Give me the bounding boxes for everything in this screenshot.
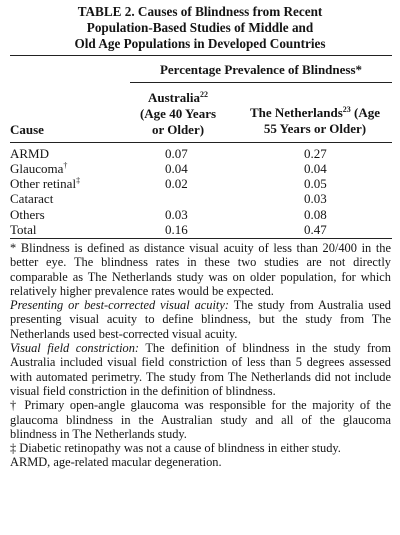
header-rule xyxy=(10,142,392,143)
cell-australia: 0.02 xyxy=(165,176,188,191)
cell-australia: 0.04 xyxy=(165,161,188,176)
table-footnotes xyxy=(10,241,391,470)
bottom-rule xyxy=(10,238,392,239)
footnote-armd: ARMD, age-related macular degeneration. xyxy=(10,455,222,470)
column-header-cause: Cause xyxy=(10,122,44,137)
netherlands-sub: 55 Years or Older) xyxy=(263,121,367,136)
netherlands-label: The Netherlands xyxy=(249,105,343,120)
spanning-header-rule xyxy=(130,82,392,83)
netherlands-label-age: (Age xyxy=(350,105,381,120)
australia-sub-1: (Age 40 Years xyxy=(139,106,217,121)
netherlands-ref: 23 xyxy=(342,105,351,114)
footnote-visual-acuity-text: The study from Australia used presenting visual acuity to define blindness, but the study from The Netherlands used best-corrected visual acuity. xyxy=(10,298,391,341)
cell-netherlands: 0.27 xyxy=(304,146,327,161)
cell-cause: ARMD xyxy=(10,146,50,161)
footnote-visual-acuity-label: Presenting or best-corrected visual acuity: xyxy=(10,298,229,313)
cell-netherlands: 0.08 xyxy=(304,207,327,222)
cell-netherlands: 0.05 xyxy=(304,176,327,191)
footnote-visual-field-text: The definition of blindness in the study from Australia included visual field constriction of less than 5 degrees assessed with automated perimetry. The study from The Netherlands did not include visual field constriction in the definition of blindness. xyxy=(10,341,391,398)
footnote-visual-acuity xyxy=(10,298,391,341)
cell-cause: Other retinal‡ xyxy=(10,176,81,191)
cell-australia: 0.07 xyxy=(165,146,188,161)
footnote-blindness-definition: * Blindness is defined as distance visual acuity of less than 20/400 in the better eye. The blindness rates in these two studies are not directly comparable as The Netherlands study was on older population, for which relatively higher prevalence rates would be expected. xyxy=(10,241,391,298)
cell-australia: 0.16 xyxy=(165,222,188,237)
footnote-double-dagger: ‡ Diabetic retinopathy was not a cause of blindness in either study. xyxy=(10,441,341,456)
cell-cause: Glaucoma† xyxy=(10,161,68,176)
spanning-header: Percentage Prevalence of Blindness* xyxy=(159,62,363,77)
footnote-visual-field-label: Visual field constriction: xyxy=(10,341,140,356)
cell-cause: Others xyxy=(10,207,45,222)
column-header-australia xyxy=(128,90,228,138)
column-header-netherlands xyxy=(236,105,394,137)
australia-ref: 22 xyxy=(200,90,208,99)
footnote-visual-field xyxy=(10,341,391,398)
title-line-1: TABLE 2. Causes of Blindness from Recent xyxy=(77,4,323,19)
title-line-2: Population-Based Studies of Middle and xyxy=(86,20,314,35)
cell-cause: Total xyxy=(10,222,37,237)
title-line-3: Old Age Populations in Developed Countries xyxy=(74,36,326,51)
cell-cause: Cataract xyxy=(10,191,54,206)
cell-netherlands: 0.47 xyxy=(304,222,327,237)
cell-australia: 0.03 xyxy=(165,207,188,222)
footnote-dagger: † Primary open-angle glaucoma was responsible for the majority of the glaucoma blindness in the Australian study and all of the glaucoma blindness in The Netherlands study. xyxy=(10,398,391,441)
table-title xyxy=(22,4,378,52)
cell-netherlands: 0.04 xyxy=(304,161,327,176)
cell-netherlands: 0.03 xyxy=(304,191,327,206)
australia-sub-2: or Older) xyxy=(151,122,205,137)
australia-label: Australia xyxy=(148,90,200,105)
top-rule xyxy=(10,55,392,56)
